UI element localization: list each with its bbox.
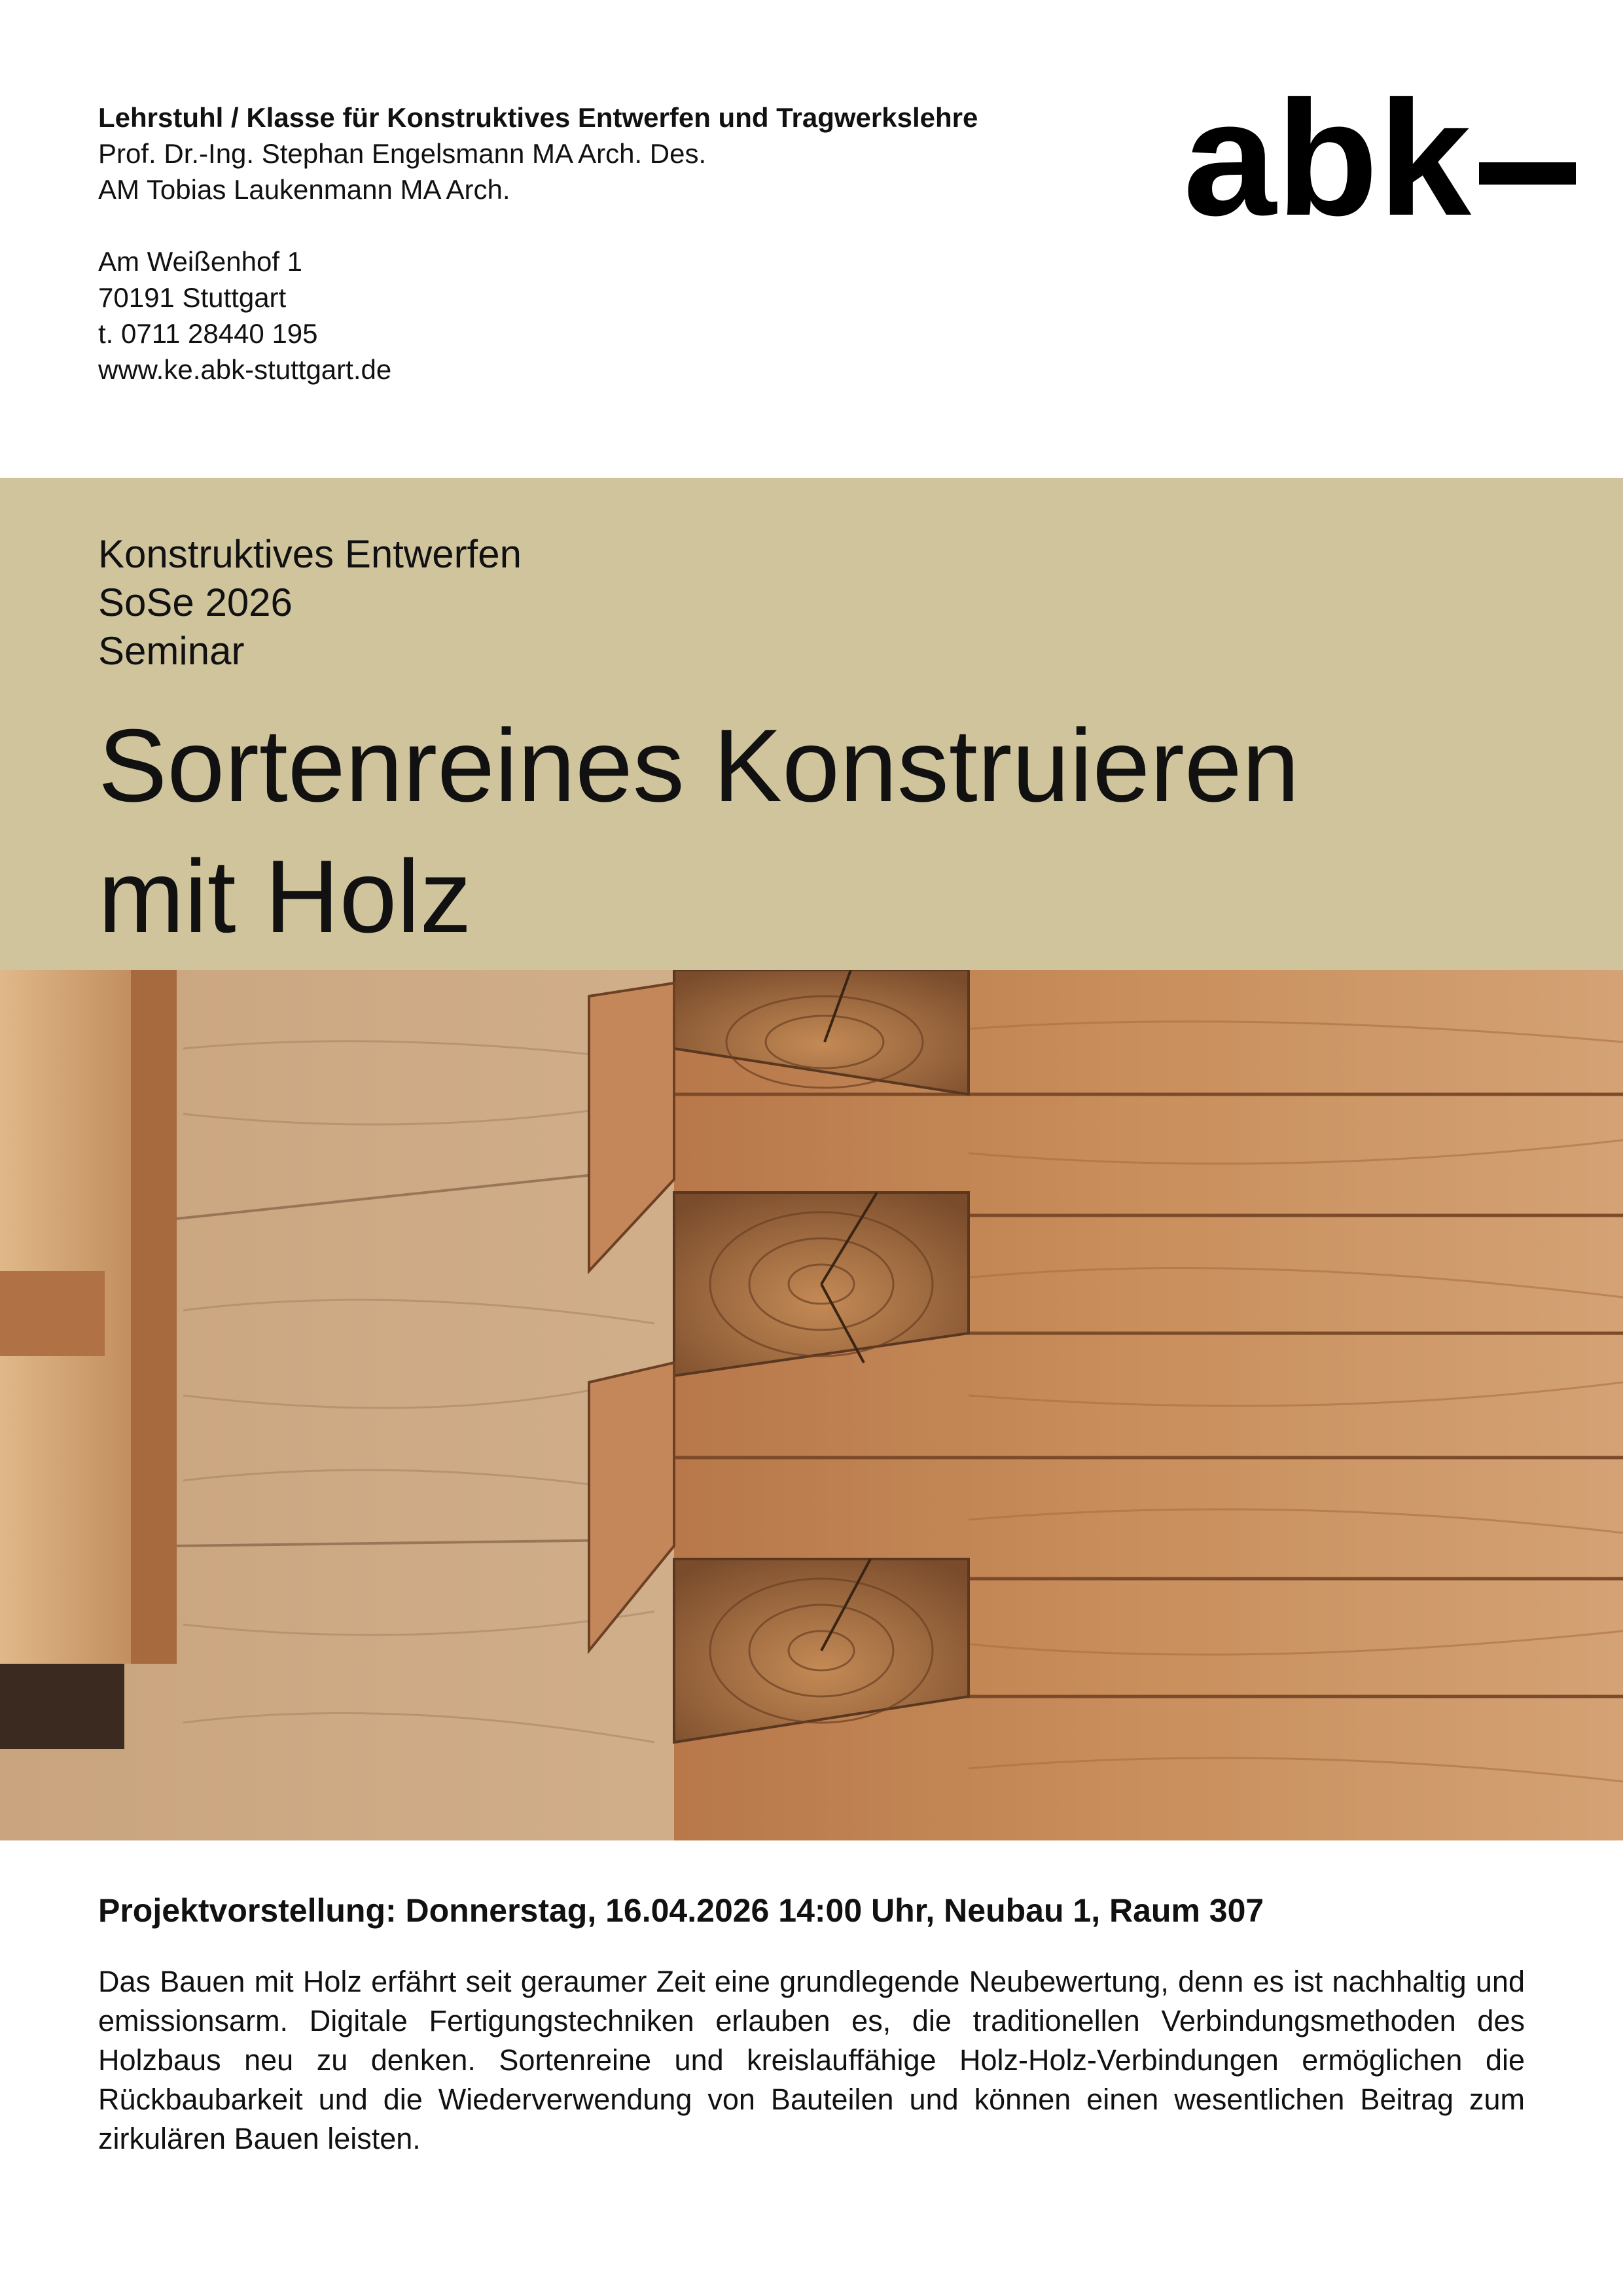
seminar-description: Das Bauen mit Holz erfährt seit geraumer Zeit eine grundlegende Neubewertung, denn es ist nachhaltig und emissionsarm. Digitale Fertigungstechniken erlauben es, die traditionellen Verbindungsmethoden des Holzbaus neu zu denken. Sortenreine und kreislauffähige Holz-Holz-Verbindungen ermöglichen die Rückbaubarkeit und die Wiederverwendung von Bauteilen und können einen wesentlichen Beitrag zum zirkulären Bauen leisten.	[98, 1965, 1525, 2155]
website: www.ke.abk-stuttgart.de	[98, 354, 392, 385]
title-band	[0, 478, 1623, 970]
abk-logo	[1183, 77, 1576, 234]
phone: t. 0711 28440 195	[98, 318, 318, 349]
address-block	[98, 243, 1145, 387]
institution-header	[98, 99, 1145, 387]
city: 70191 Stuttgart	[98, 282, 287, 313]
seminar-title	[98, 700, 1538, 962]
title-line-1: Sortenreines Konstruieren	[98, 708, 1300, 823]
window-sill	[0, 1271, 105, 1356]
wood-joint-photo	[0, 970, 1623, 1840]
event-info: Projektvorstellung: Donnerstag, 16.04.2026 14:00 Uhr, Neubau 1, Raum 307	[98, 1892, 1264, 1929]
semester: SoSe 2026	[98, 581, 293, 624]
frame-shadow	[0, 1664, 124, 1749]
street: Am Weißenhof 1	[98, 246, 303, 277]
title-line-2: mit Holz	[98, 839, 472, 954]
course-type: Seminar	[98, 629, 245, 673]
course-name: Konstruktives Entwerfen	[98, 532, 522, 576]
window-frame-edge	[131, 970, 177, 1664]
professor-name: Prof. Dr.-Ing. Stephan Engelsmann MA Arch. Des.	[98, 138, 707, 169]
logo-dash	[1479, 162, 1576, 185]
chair-name: Lehrstuhl / Klasse für Konstruktives Entwerfen und Tragwerkslehre	[98, 102, 978, 133]
logo-text: abk	[1183, 77, 1472, 234]
assistant-name: AM Tobias Laukenmann MA Arch.	[98, 174, 510, 205]
